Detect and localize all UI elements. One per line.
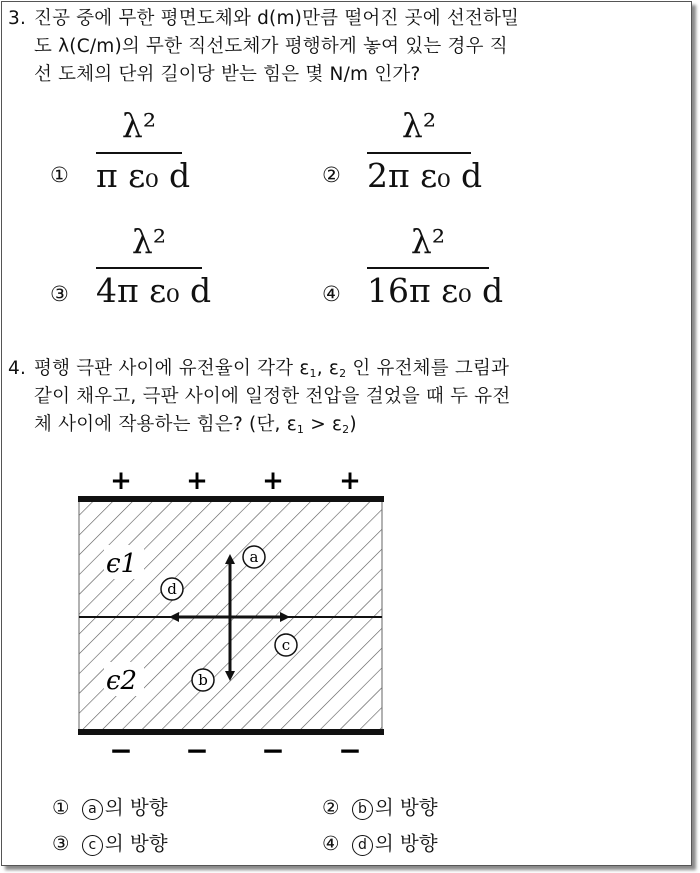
q4-text: ): [349, 414, 357, 435]
question-4-number: 4.: [8, 358, 27, 379]
question-3-line-3: 선 도체의 단위 길이당 받는 힘은 몇 N/m 인가?: [34, 64, 421, 85]
q3-option-4-marker[interactable]: ④: [322, 282, 341, 306]
circled-letter: c: [82, 835, 103, 856]
q3-option-3-marker[interactable]: ③: [50, 282, 69, 306]
q4-option-4[interactable]: [322, 828, 438, 856]
option-marker: ②: [322, 796, 340, 819]
epsilon-1-label: [104, 545, 144, 579]
minus-sign: −: [185, 734, 209, 767]
q4-option-3[interactable]: [52, 828, 168, 856]
option-marker: ③: [52, 832, 70, 855]
subscript: 2: [342, 423, 350, 436]
circled-letter: b: [352, 799, 373, 820]
label-b-text: b: [198, 671, 208, 689]
label-c-text: c: [281, 636, 291, 654]
q4-option-1[interactable]: [52, 792, 168, 820]
q4-text: > ε: [304, 414, 343, 435]
q4-text: , ε: [316, 358, 340, 379]
plus-sign: +: [339, 466, 361, 496]
label-b: [192, 669, 214, 691]
plus-sign: +: [186, 466, 208, 496]
q4-option-2[interactable]: [322, 792, 438, 820]
q3-option-3-numerator: λ²: [131, 222, 167, 261]
epsilon-1-text: ϵ1: [106, 549, 138, 579]
question-3-number: 3.: [8, 8, 27, 29]
q4-text: 체 사이에 작용하는 힘은? (단, ε: [34, 414, 297, 435]
q3-option-4-numerator: λ²: [410, 222, 446, 261]
option-text: 의 방향: [374, 796, 438, 819]
q3-option-2-marker[interactable]: ②: [322, 163, 341, 187]
label-a-text: a: [249, 548, 259, 566]
plus-sign: +: [110, 466, 132, 496]
circled-letter: a: [82, 799, 103, 820]
minus-sign: −: [338, 734, 362, 767]
minus-sign: −: [261, 734, 285, 767]
label-d-text: d: [167, 580, 177, 598]
question-3-line-1: 진공 중에 무한 평면도체와 d(m)만큼 떨어진 곳에 선전하밀: [34, 8, 520, 29]
q3-option-2-denominator: 2π ε₀ d: [367, 156, 483, 195]
subscript: 2: [339, 367, 347, 380]
q3-option-1-numerator: λ²: [121, 106, 157, 145]
question-4-line-2: 같이 채우고, 극판 사이에 일정한 전압을 걸었을 때 두 유전: [34, 386, 511, 407]
question-3-line-2: 도 λ(C/m)의 무한 직선도체가 평행하게 놓여 있는 경우 직: [34, 36, 508, 57]
option-text: 의 방향: [104, 796, 168, 819]
option-text: 의 방향: [374, 832, 438, 855]
label-d: [161, 578, 183, 600]
q3-option-1-marker[interactable]: ①: [50, 163, 69, 187]
q3-option-2-numerator: λ²: [401, 106, 437, 145]
top-plate: [78, 496, 384, 502]
option-marker: ①: [52, 796, 70, 819]
option-text: 의 방향: [104, 832, 168, 855]
q3-option-4-denominator: 16π ε₀ d: [367, 271, 504, 310]
q3-option-1-denominator: π ε₀ d: [96, 156, 191, 195]
subscript: 1: [296, 423, 305, 436]
subscript: 1: [309, 367, 317, 380]
q3-option-3-denominator: 4π ε₀ d: [96, 271, 212, 310]
q4-text: 인 유전체를 그림과: [346, 358, 510, 379]
circled-letter: d: [352, 835, 373, 856]
epsilon-2-label: [104, 662, 144, 696]
label-a: [243, 546, 265, 568]
label-c: [275, 634, 297, 656]
option-marker: ④: [322, 832, 340, 855]
minus-sign: −: [109, 734, 133, 767]
plus-sign: +: [262, 466, 284, 496]
q4-text: 평행 극판 사이에 유전율이 각각 ε: [34, 358, 310, 379]
epsilon-2-text: ϵ2: [106, 666, 138, 696]
